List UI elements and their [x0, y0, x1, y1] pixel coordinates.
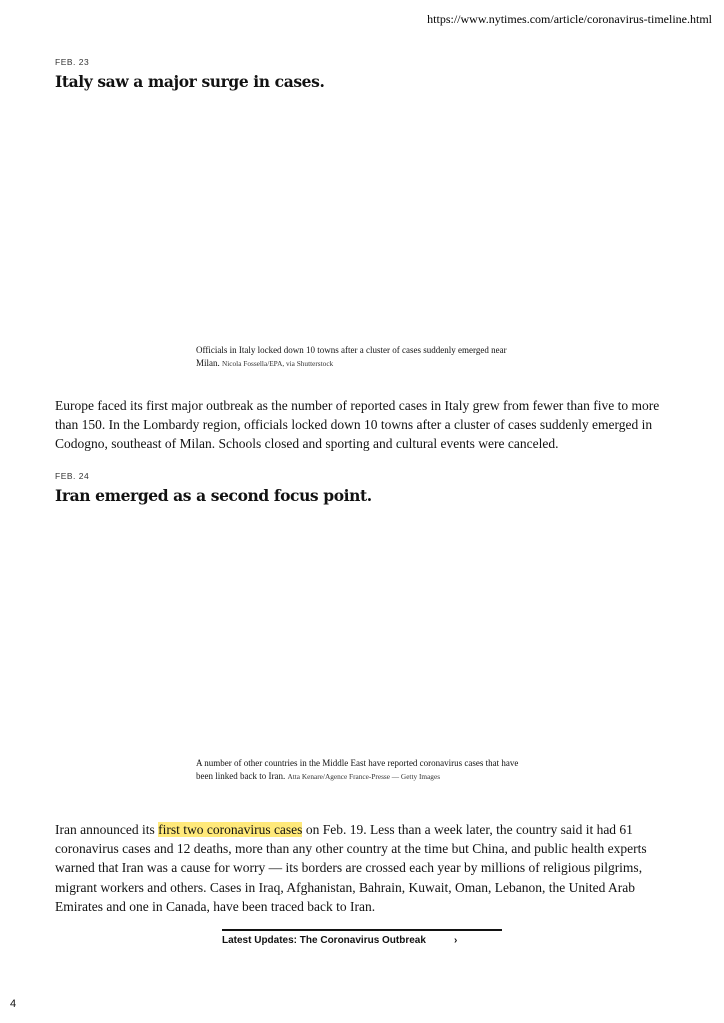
figure-image-area: [196, 100, 526, 340]
section-body: Europe faced its first major outbreak as the number of reported cases in Italy grew from fewer than five to more than 150. In the Lombardy region, officials locked down 10 towns after a cluster of cases suddenly emerged in Codogno, southeast of Milan. Schools closed and sporting and cultural events were canceled.: [55, 398, 660, 452]
caption-text: Officials in Italy locked down 10 towns after a cluster of cases suddenly emerged near Milan.: [196, 345, 507, 368]
chevron-right-icon: ›: [454, 935, 458, 946]
latest-updates-link[interactable]: [222, 929, 502, 946]
figure-caption: [196, 344, 526, 370]
section-heading: Iran emerged as a second focus point.: [55, 486, 372, 505]
figure-image-area: [196, 515, 526, 750]
page-number: 4: [10, 998, 17, 1010]
section-date: FEB. 23: [55, 57, 90, 67]
body-text-rest: on Feb. 19. Less than a week later, the country said it had 61 coronavirus cases and 12 deaths, more than any other country at the time but China, and public health experts warned that Iran was a cause for worry — its borders are crossed each year by millions of religious pilgrims, migrant workers and others. Cases in Iraq, Afghanistan, Bahrain, Kuwait, Oman, Lebanon, the United Arab Emirates and one in Canada, have been traced back to Iran.: [55, 822, 647, 914]
caption-text: A number of other countries in the Middle East have reported coronavirus cases that have been linked back to Iran.: [196, 758, 519, 781]
body-text-start: Iran announced its: [55, 822, 159, 837]
page-url: https://www.nytimes.com/article/coronavirus-timeline.html: [427, 12, 712, 26]
first-cases-link[interactable]: first two coronavirus cases: [158, 822, 303, 837]
section-heading: Italy saw a major surge in cases.: [55, 72, 325, 91]
section-body: [55, 820, 675, 916]
caption-credit: Nicola Fossella/EPA, via Shutterstock: [222, 358, 334, 368]
latest-updates-label: Latest Updates: The Coronavirus Outbreak: [222, 935, 426, 946]
section-date: FEB. 24: [55, 471, 90, 481]
caption-credit: Atta Kenare/Agence France-Presse — Getty Images: [287, 771, 441, 781]
figure-caption: [196, 757, 526, 783]
